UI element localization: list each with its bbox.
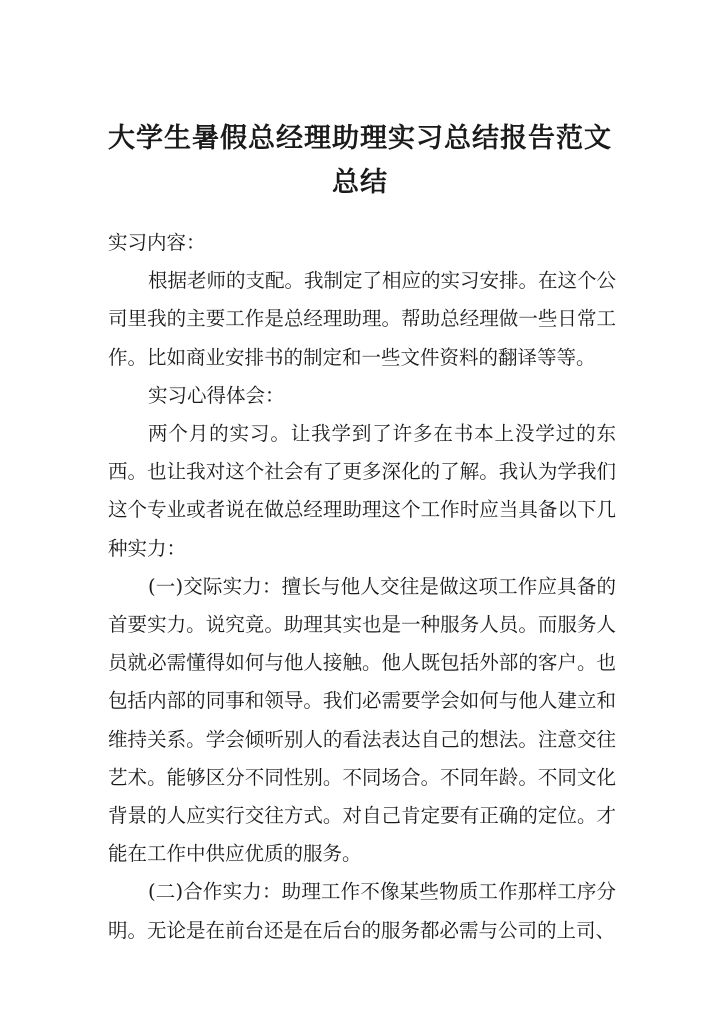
paragraph: (二)合作实力：助理工作不像某些物质工作那样工序分明。无论是在前台还是在后台的服务都必需与公司的上司、 [108, 880, 616, 942]
section-heading-content: 实习内容： [108, 231, 206, 254]
document-title: 大学生暑假总经理助理实习总结报告范文 [108, 123, 612, 154]
paragraph: 两个月的实习。让我学到了许多在书本上没学过的东西。也让我对这个社会有了更多深化的了解。我认为学我们这个专业或者说在做总经理助理这个工作时应当具备以下几种实力： [108, 422, 616, 560]
paragraph: 根据老师的支配。我制定了相应的实习安排。在这个公司里我的主要工作是总经理助理。帮助总经理做一些日常工作。比如商业安排书的制定和一些文件资料的翻译等等。 [108, 269, 617, 369]
document-body [108, 224, 616, 950]
section-heading-experience: 实习心得体会： [148, 383, 285, 407]
paragraph: (一)交际实力：擅长与他人交往是做这项工作应具备的首要实力。说究竟。助理其实也是一种服务人员。而服务人员就必需懂得如何与他人接触。他人既包括外部的客户。也包括内部的同事和领导。我们必需要学会如何与他人建立和维持关系。学会倾听别人的看法表达自己的想法。注意交往艺术。能够区分不同性别。不同场合。不同年龄。不同文化背景的人应实行交往方式。对自己肯定要有正确的定位。才能在工作中供应优质的服务。 [108, 574, 616, 866]
document-title-continued: 总结 [332, 167, 388, 198]
